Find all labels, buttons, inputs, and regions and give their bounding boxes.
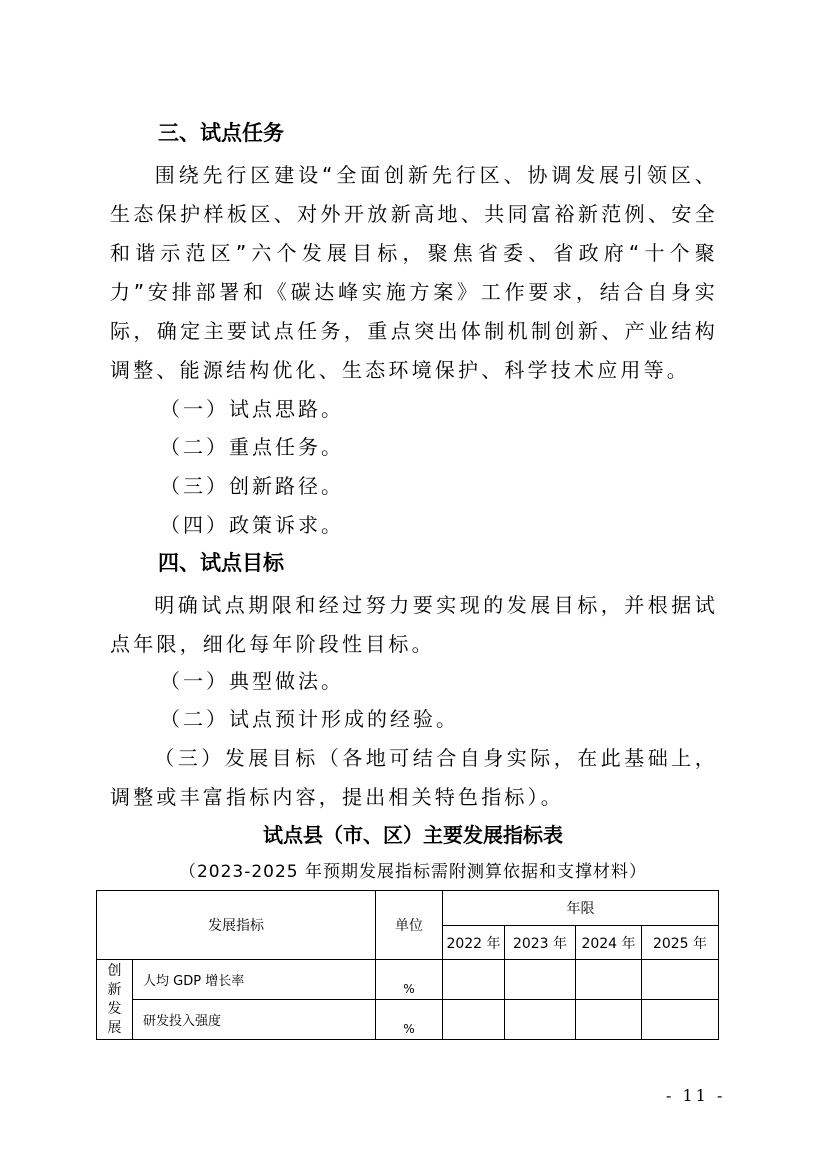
list-item: （一）典型做法。 (160, 669, 344, 693)
list-item: （二）重点任务。 (160, 435, 344, 459)
row-unit: % (376, 1000, 443, 1040)
section-4-heading: 四、试点目标 (158, 551, 284, 575)
section-3-paragraph (110, 156, 718, 390)
page-number: - 11 - (666, 1086, 726, 1105)
header-year-2025: 2025 年 (642, 926, 719, 960)
list-item: （四）政策诉求。 (160, 513, 344, 537)
value-cell (576, 1000, 642, 1040)
development-goals-paragraph (110, 739, 718, 817)
list-item: （三）创新路径。 (160, 474, 344, 498)
header-year-2024: 2024 年 (576, 926, 642, 960)
indicator-table (96, 890, 719, 1040)
row-unit: % (376, 960, 443, 1000)
section-3-paragraph-text: 围绕先行区建设“全面创新先行区、协调发展引领区、生态保护样板区、对外开放新高地、共同富裕新范例、安全和谐示范区”六个发展目标，聚焦省委、省政府“十个聚力”安排部署和《碳达峰实施方案》工作要求，结合自身实际，确定主要试点任务，重点突出体制机制创新、产业结构调整、能源结构优化、生态环境保护、科学技术应用等。 (110, 163, 718, 382)
table-row (97, 960, 719, 1000)
table-title: 试点县（市、区）主要发展指标表 (263, 823, 563, 847)
value-cell (505, 1000, 576, 1040)
development-goals-text: （三）发展目标（各地可结合自身实际，在此基础上，调整或丰富指标内容，提出相关特色指标）。 (110, 746, 718, 809)
row-label: 人均 GDP 增长率 (133, 960, 376, 1000)
value-cell (576, 960, 642, 1000)
row-label: 研发投入强度 (133, 1000, 376, 1040)
table-subtitle: （2023-2025 年预期发展指标需附测算依据和支撑材料） (178, 862, 648, 882)
value-cell (505, 960, 576, 1000)
table-row (97, 1000, 719, 1040)
list-item: （二）试点预计形成的经验。 (160, 707, 459, 731)
header-years: 年限 (443, 891, 719, 926)
header-year-2023: 2023 年 (505, 926, 576, 960)
header-year-2022: 2022 年 (443, 926, 505, 960)
value-cell (443, 960, 505, 1000)
header-indicator: 发展指标 (97, 891, 376, 960)
category-cell (97, 960, 133, 1040)
section-4-paragraph (110, 586, 718, 664)
section-4-paragraph-text: 明确试点期限和经过努力要实现的发展目标，并根据试点年限，细化每年阶段性目标。 (110, 593, 718, 656)
header-unit: 单位 (376, 891, 443, 960)
section-3-heading: 三、试点任务 (158, 121, 284, 145)
value-cell (443, 1000, 505, 1040)
value-cell (642, 1000, 719, 1040)
category-label: 创 新 发 展 (107, 962, 122, 1036)
value-cell (642, 960, 719, 1000)
list-item: （一）试点思路。 (160, 397, 344, 421)
